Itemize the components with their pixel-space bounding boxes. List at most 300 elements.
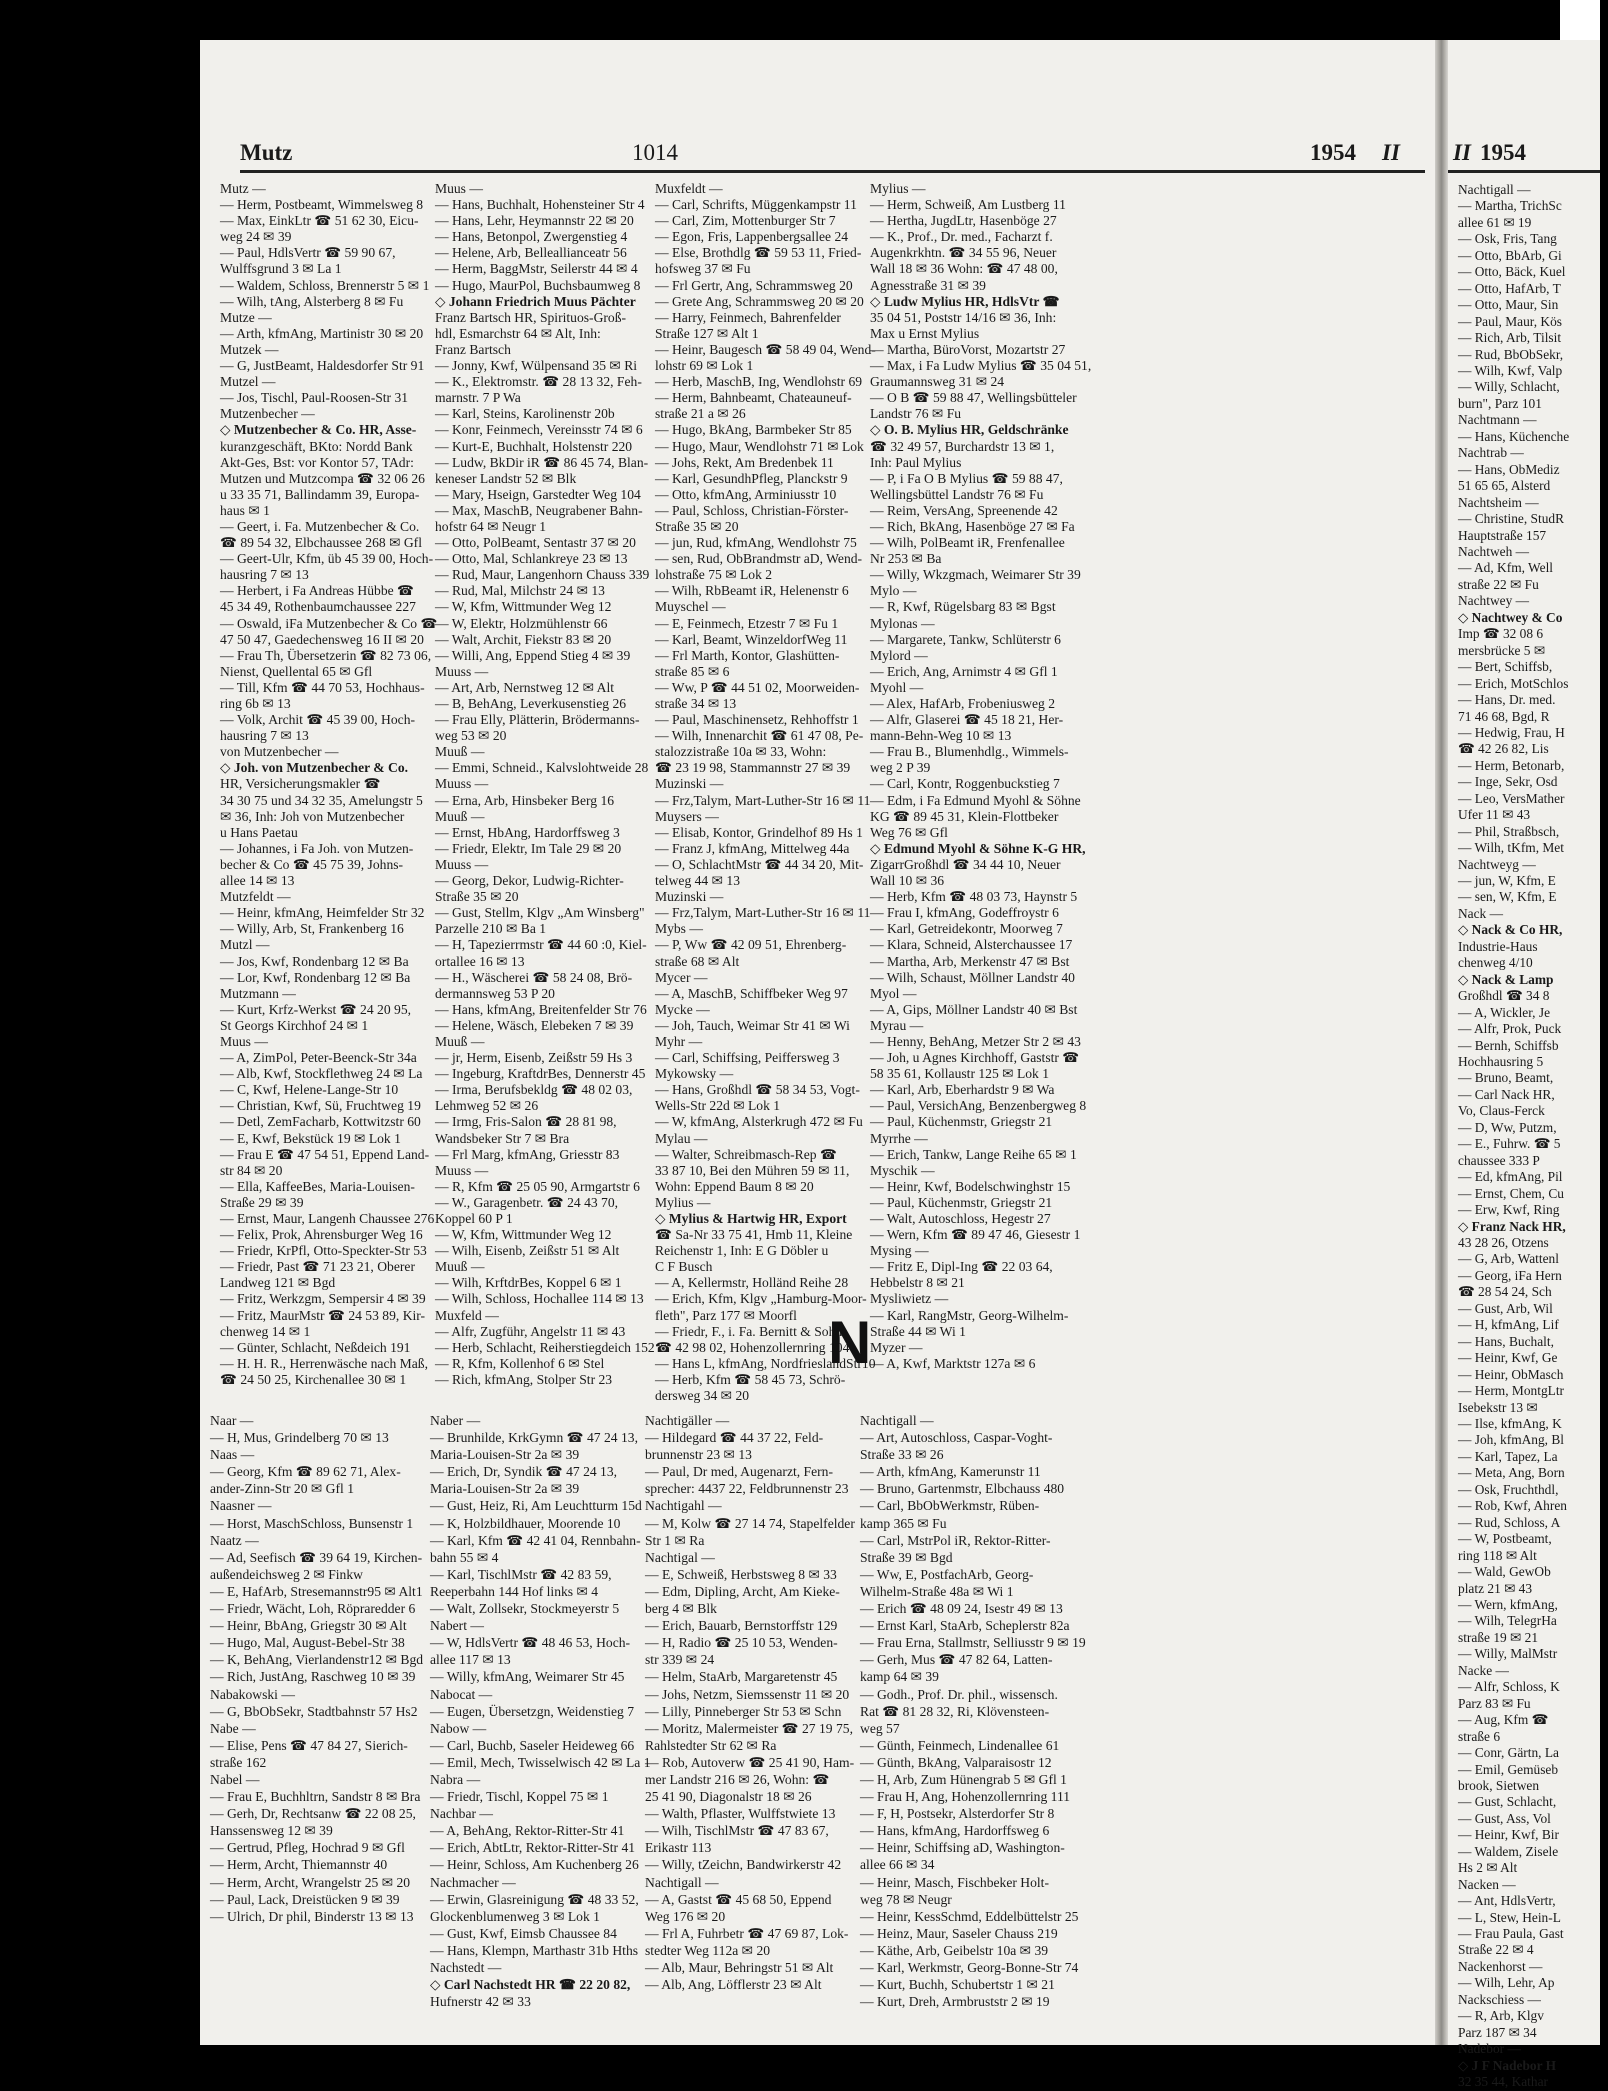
directory-entry-line: hofsweg 37 ✉ Fu (655, 261, 751, 277)
directory-entry-line: — Paul, Schloss, Christian-Förster- (655, 502, 849, 518)
directory-entry-line: — Martha, Arb, Merkenstr 47 ✉ Bst (870, 953, 1070, 969)
directory-entry-line: becher & Co ☎ 45 75 39, Johns- (220, 856, 404, 872)
directory-entry-line: — Rob, Kwf, Ahren (1458, 1498, 1567, 1514)
directory-entry-line: Mutz — (220, 181, 266, 196)
directory-entry-line: — Otto, PolBeamt, Sentastr 37 ✉ 20 (435, 535, 636, 551)
directory-entry-line: — Jonny, Kwf, Wülpensand 35 ✉ Ri (435, 358, 638, 374)
directory-entry-line: Nachtigahl — (645, 1498, 722, 1514)
directory-entry-line: — Christian, Kwf, Sü, Fruchtweg 19 (220, 1098, 421, 1114)
directory-entry-line: Mutzl — (220, 937, 270, 953)
directory-entry-line: — Hans, Großhdl ☎ 58 34 53, Vogt- (655, 1082, 860, 1098)
directory-entry-line: Nachtweyg — (1458, 856, 1536, 872)
directory-entry-line: Nr 253 ✉ Ba (870, 551, 942, 567)
directory-entry-line: — E, Feinmech, Etzestr 7 ✉ Fu 1 (655, 615, 839, 631)
directory-entry-line: Straße 33 ✉ 26 (860, 1447, 944, 1463)
directory-entry-line: — Rud, Mal, Milchstr 24 ✉ 13 (435, 583, 605, 599)
directory-entry-line: — Ad, Kfm, Well (1458, 560, 1554, 576)
directory-entry-line: — Irmg, Fris-Salon ☎ 28 81 98, (435, 1114, 617, 1130)
directory-entry-line: Nabe — (210, 1720, 256, 1736)
directory-entry-line: — Felix, Prok, Ahrensburger Weg 16 (220, 1227, 423, 1243)
directory-entry-line: — Friedr, Tischl, Koppel 75 ✉ 1 (430, 1789, 609, 1805)
directory-entry-line: — W, Kfm, Wittmunder Weg 12 (435, 599, 612, 615)
directory-entry-line: — Günth, BkAng, Valparaisostr 12 (860, 1754, 1052, 1770)
directory-entry-line: weg 78 ✉ Neugr (860, 1891, 952, 1907)
directory-entry-line: — Carl, Schrifts, Müggenkampstr 11 (655, 197, 857, 213)
directory-entry-line: straße 85 ✉ 6 (655, 663, 730, 679)
header-rule (240, 170, 1425, 173)
directory-entry-line: straße 162 (210, 1754, 267, 1770)
directory-entry-line: — Alb, Kwf, Stockflethweg 24 ✉ La (220, 1066, 423, 1082)
directory-entry-line: — Rich, Arb, Tilsit (1458, 330, 1562, 346)
directory-entry-line: — W, kfmAng, Alsterkrugh 472 ✉ Fu (655, 1114, 863, 1130)
directory-entry-line: — A, Kwf, Marktstr 127a ✉ 6 (870, 1355, 1036, 1371)
directory-entry-line: — Elisab, Kontor, Grindelhof 89 Hs 1 (655, 824, 863, 840)
directory-entry-line: Wall 10 ✉ 36 (870, 873, 945, 889)
directory-entry-line: Myol — (870, 985, 917, 1001)
directory-entry-line: haus ✉ 1 (220, 502, 270, 518)
directory-entry-line: — Rich, BkAng, Hasenböge 27 ✉ Fa (870, 518, 1075, 534)
directory-entry-line: — P, Ww ☎ 42 09 51, Ehrenberg- (655, 937, 847, 953)
directory-entry-line: — Otto, HafArb, T (1458, 280, 1561, 296)
directory-entry-line: — Rob, Autoverw ☎ 25 41 90, Ham- (645, 1754, 855, 1770)
directory-entry-line: — H, Arb, Zum Hünengrab 5 ✉ Gfl 1 (860, 1771, 1067, 1787)
directory-entry-line: — Karl, Steins, Karolinenstr 20b (435, 406, 615, 422)
directory-entry-line: C F Busch (655, 1259, 713, 1275)
directory-entry-line: sprecher: 4437 22, Feldbrunnenstr 23 (645, 1481, 849, 1497)
directory-entry-line: stalozzistraße 10a ✉ 33, Wohn: (655, 744, 827, 760)
directory-entry-line: Straße 35 ✉ 20 (435, 889, 519, 905)
directory-entry-line: — Heinr, Schiffsing aD, Washington- (860, 1840, 1065, 1856)
directory-entry-line: — Hans, Küchenche (1458, 428, 1570, 444)
directory-entry-line: — Margarete, Tankw, Schlüterstr 6 (870, 631, 1061, 647)
directory-entry-line: — W., Garagenbetr. ☎ 24 43 70, (435, 1194, 619, 1210)
directory-entry-line: ◇ J F Nadebor H (1458, 2057, 1557, 2073)
directory-entry-line: — Erna, Arb, Hinsbeker Berg 16 (435, 792, 615, 808)
directory-entry-line: — Paul, Lack, Dreistücken 9 ✉ 39 (210, 1891, 400, 1907)
directory-entry-line: u Hans Paetau (220, 824, 298, 840)
directory-entry-line: — Friedr, KrPfl, Otto-Speckter-Str 53 (220, 1243, 427, 1259)
directory-entry-line: — E, Schweiß, Herbstsweg 8 ✉ 33 (645, 1566, 837, 1582)
directory-entry-line: — R, Arb, Klgv (1458, 2008, 1544, 2024)
directory-entry-line: Nachtigal — (645, 1549, 715, 1565)
directory-entry-line: kuranzgeschäft, BKto: Nordd Bank (220, 438, 413, 454)
directory-entry-line: — Günth, Feinmech, Lindenallee 61 (860, 1737, 1060, 1753)
directory-entry-line: Nachtwey — (1458, 593, 1530, 609)
directory-entry-line: — W, Postbeamt, (1458, 1531, 1552, 1547)
directory-entry-line: — Helene, Wäsch, Elebeken 7 ✉ 39 (435, 1017, 634, 1033)
directory-entry-line: — G, JustBeamt, Haldesdorfer Str 91 (220, 358, 425, 374)
directory-entry-line: — W, HdlsVertr ☎ 48 46 53, Hoch- (430, 1635, 631, 1651)
directory-entry-line: — Aug, Kfm ☎ (1458, 1712, 1549, 1728)
directory-entry-line: Nachtmann — (1458, 412, 1537, 428)
directory-entry-line: — Gerh, Dr, Rechtsanw ☎ 22 08 25, (210, 1806, 416, 1822)
directory-entry-line: — Rich, JustAng, Raschweg 10 ✉ 39 (210, 1669, 416, 1685)
directory-entry-line: — sen, Rud, ObBrandmstr aD, Wend- (655, 551, 863, 567)
directory-entry-line: — Gust, Kwf, Eimsb Chaussee 84 (430, 1925, 617, 1941)
directory-entry-line: ◇ Nack & Lamp (1458, 971, 1554, 987)
directory-entry-line: — Gerh, Mus ☎ 47 82 64, Latten- (860, 1652, 1053, 1668)
directory-page (200, 40, 1435, 2045)
directory-entry-line: Straße 29 ✉ 39 (220, 1194, 304, 1210)
directory-entry-line: HR, Versicherungsmakler ☎ (220, 776, 381, 792)
directory-entry-line: — Waldem, Schloss, Brennerstr 5 ✉ 1 (220, 277, 430, 293)
directory-entry-line: — Paul, Maschinensetz, Rehhoffstr 1 (655, 712, 859, 728)
directory-entry-line: — Paul, HdlsVertr ☎ 59 90 67, (220, 245, 396, 261)
directory-entry-line: ☎ 24 50 25, Kirchenallee 30 ✉ 1 (220, 1371, 407, 1387)
directory-entry-line: Nienst, Quellental 65 ✉ Gfl (220, 663, 373, 679)
directory-entry-line: — K, Holzbildhauer, Moorende 10 (430, 1515, 621, 1531)
directory-entry-line: — Rud, BbObSekr, (1458, 346, 1564, 362)
directory-entry-line: Wilhelm-Straße 48a ✉ Wi 1 (860, 1583, 1014, 1599)
directory-entry-line: Franz Bartsch (435, 341, 511, 357)
directory-entry-line: Franz Bartsch HR, Spirituos-Groß- (435, 309, 627, 325)
directory-entry-line: Naas — (210, 1447, 255, 1463)
directory-entry-line: ring 118 ✉ Alt (1458, 1547, 1537, 1563)
directory-entry-line: — Frau B., Blumenhdlg., Wimmels- (870, 744, 1069, 760)
directory-entry-line: — Carl, BbObWerkmstr, Rüben- (860, 1498, 1040, 1514)
directory-entry-line: — Rud, Maur, Langenhorn Chauss 339 (435, 567, 650, 583)
directory-entry-line: — Herm, Archt, Wrangelstr 25 ✉ 20 (210, 1874, 411, 1890)
directory-entry-line: — O B ☎ 59 88 47, Wellingsbütteler (870, 390, 1077, 406)
directory-entry-line: ◇ Mylius & Hartwig HR, Export (655, 1211, 847, 1226)
directory-entry-line: — Ernst, HbAng, Hardorffsweg 3 (435, 824, 620, 840)
directory-entry-line: — Paul, Dr med, Augenarzt, Fern- (645, 1464, 834, 1480)
directory-entry-line: — Wilh, tKfm, Met (1458, 840, 1564, 856)
directory-entry-line: Naasner — (210, 1498, 272, 1514)
directory-entry-line: mersbrücke 5 ✉ (1458, 642, 1546, 658)
directory-entry-line: — Erwin, Glasreinigung ☎ 48 33 52, (430, 1891, 639, 1907)
directory-entry-line: — Kurt-E, Buchhalt, Holstenstr 220 (435, 438, 633, 454)
directory-entry-line: 33 87 10, Bei den Mühren 59 ✉ 11, (655, 1162, 850, 1178)
directory-entry-line: — Irma, Berufsbekldg ☎ 48 02 03, (435, 1082, 633, 1098)
directory-entry-line: — Carl, Zim, Mottenburger Str 7 (655, 213, 836, 229)
directory-entry-line: lohstraße 75 ✉ Lok 2 (655, 567, 773, 583)
directory-entry-line: — Hans, kfmAng, Breitenfelder Str 76 (435, 1001, 647, 1017)
directory-entry-line: — Ilse, kfmAng, K (1458, 1415, 1562, 1431)
directory-entry-line: — P, i Fa O B Mylius ☎ 59 88 47, (870, 470, 1063, 486)
directory-entry-line: Reichenstr 1, Inh: E G Döbler u (655, 1243, 829, 1259)
directory-entry-line: Muuss — (435, 663, 489, 679)
directory-entry-line: — K., Elektromstr. ☎ 28 13 32, Feh- (435, 374, 642, 390)
directory-entry-line: — Emmi, Schneid., Kalvslohtweide 28 (435, 760, 649, 776)
directory-entry-line: Naatz — (210, 1532, 259, 1548)
directory-entry-line: — Herb, MaschB, Ing, Wendlohstr 69 (655, 374, 863, 390)
directory-entry-line: — Willy, Arb, St, Frankenberg 16 (220, 921, 404, 937)
directory-entry-line: — Ludw, BkDir iR ☎ 86 45 74, Blan- (435, 454, 649, 470)
directory-entry-line: — Karl, RangMstr, Georg-Wilhelm- (870, 1307, 1069, 1323)
directory-entry-line: Nachtigall — (860, 1413, 934, 1428)
directory-entry-line: Myohl — (870, 679, 924, 695)
directory-entry-line: — Alfr, Schloss, K (1458, 1679, 1560, 1695)
directory-entry-line: ◇ Edmund Myohl & Söhne K-G HR, (870, 840, 1086, 856)
lower-column-2 (430, 1412, 651, 2010)
directory-entry-line: 71 46 68, Bgd, R (1458, 708, 1550, 724)
directory-entry-line: — G, BbObSekr, Stadtbahnstr 57 Hs2 (210, 1703, 418, 1719)
directory-entry-line: — Willy, MalMstr (1458, 1646, 1558, 1662)
directory-entry-line: Mycer — (655, 969, 708, 985)
year: 1954 (1310, 140, 1356, 165)
directory-entry-line: — W, Kfm, Wittmunder Weg 12 (435, 1227, 612, 1243)
directory-entry-line: Rat ☎ 81 28 32, Ri, Klövensteen- (860, 1703, 1050, 1719)
directory-entry-line: — Otto, Mal, Schlankreye 23 ✉ 13 (435, 551, 628, 567)
directory-entry-line: — A, MaschB, Schiffbeker Weg 97 (655, 985, 848, 1001)
directory-entry-line: chaussee 333 P (1458, 1152, 1540, 1168)
directory-entry-line: ☎ 28 54 24, Sch (1458, 1284, 1552, 1300)
upper-column-4 (870, 181, 1092, 1372)
directory-entry-line: — Else, Brothdlg ☎ 59 53 11, Fried- (655, 245, 862, 261)
directory-entry-line: — Karl, Kfm ☎ 42 41 04, Rennbahn- (430, 1532, 641, 1548)
directory-entry-line: — Erich, Dr, Syndik ☎ 47 24 13, (430, 1464, 618, 1480)
directory-entry-line: — M, Kolw ☎ 27 14 74, Stapelfelder (645, 1515, 855, 1531)
directory-entry-line: Maria-Louisen-Str 2a ✉ 39 (430, 1481, 580, 1497)
directory-entry-line: Nabert — (430, 1618, 484, 1634)
directory-entry-line: — Herm, Postbeamt, Wimmelsweg 8 (220, 197, 424, 213)
directory-entry-line: Myhr — (655, 1033, 703, 1049)
directory-entry-line: — Gertrud, Pfleg, Hochrad 9 ✉ Gfl (210, 1840, 405, 1856)
directory-entry-line: — Ella, KaffeeBes, Maria-Louisen- (220, 1178, 415, 1194)
directory-entry-line: — Kurt, Dreh, Armbruststr 2 ✉ 19 (860, 1994, 1050, 2010)
directory-entry-line: straße 6 (1458, 1728, 1501, 1744)
directory-entry-line: — K, BehAng, Vierlandenstr12 ✉ Bgd (210, 1652, 424, 1668)
directory-entry-line: — Volk, Archit ☎ 45 39 00, Hoch- (220, 712, 416, 728)
directory-entry-line: — Karl, Tapez, La (1458, 1448, 1558, 1464)
directory-entry-line: — Osk, Fruchthdl, (1458, 1481, 1559, 1497)
directory-entry-line: Mylord — (870, 647, 928, 663)
directory-entry-line: — Kurt, Buchh, Schubertstr 1 ✉ 21 (860, 1977, 1055, 1993)
directory-entry-line: — Frz,Talym, Mart-Luther-Str 16 ✉ 11 (655, 792, 871, 808)
directory-entry-line: brook, Sietwen (1458, 1777, 1540, 1793)
directory-entry-line: — Wilh, Schaust, Möllner Landstr 40 (870, 969, 1075, 985)
directory-entry-line: — Alfr, Zugführ, Angelstr 11 ✉ 43 (435, 1323, 626, 1339)
directory-entry-line: — Frau E ☎ 47 54 51, Eppend Land- (220, 1146, 430, 1162)
directory-entry-line: — H, kfmAng, Lif (1458, 1317, 1559, 1333)
directory-entry-line: — Bernh, Schiffsb (1458, 1037, 1559, 1053)
directory-entry-line: Mutzfeldt — (220, 889, 291, 905)
directory-entry-line: Isebekstr 13 ✉ (1458, 1399, 1538, 1415)
directory-entry-line: — Johs, Rekt, Am Bredenbek 11 (655, 454, 834, 470)
directory-entry-line: 25 41 90, Diagonalstr 18 ✉ 26 (645, 1789, 812, 1805)
directory-entry-line: — Walter, Schreibmasch-Rep ☎ (655, 1146, 837, 1162)
directory-entry-line: Mutzel — (220, 374, 276, 390)
directory-entry-line: — Gust, Schlacht, (1458, 1794, 1557, 1810)
directory-entry-line: — W, Elektr, Holzmühlenstr 66 (435, 615, 608, 631)
directory-entry-line: Wulffsgrund 3 ✉ La 1 (220, 261, 342, 277)
directory-entry-line: — Fritz, MaurMstr ☎ 24 53 89, Kir- (220, 1307, 426, 1323)
directory-entry-line: — Frau E, Buchhltrn, Sandstr 8 ✉ Bra (210, 1789, 421, 1805)
directory-entry-line: — O, SchlachtMstr ☎ 44 34 20, Mit- (655, 856, 864, 872)
directory-entry-line: Mylau — (655, 1130, 708, 1146)
directory-entry-line: — Oswald, iFa Mutzenbecher & Co ☎ (220, 615, 438, 631)
directory-entry-line: mann-Behn-Weg 10 ✉ 13 (870, 728, 1012, 744)
directory-entry-line: hdl, Esmarchstr 64 ✉ Alt, Inh: (435, 325, 601, 341)
directory-entry-line: — Rud, Schloss, A (1458, 1514, 1561, 1530)
directory-entry-line: Nabow — (430, 1720, 487, 1736)
running-head-keyword: Mutz (240, 140, 293, 165)
directory-entry-line: Graumannsweg 31 ✉ 24 (870, 374, 1005, 390)
directory-entry-line: — A, ZimPol, Peter-Beenck-Str 34a (220, 1050, 417, 1066)
directory-entry-line: Muuß — (435, 744, 485, 760)
directory-entry-line: — Friedr, Past ☎ 71 23 21, Oberer (220, 1259, 415, 1275)
directory-entry-line: Mybs — (655, 921, 703, 937)
directory-entry-line: Muuß — (435, 1259, 485, 1275)
directory-entry-line: — Otto, Bäck, Kuel (1458, 264, 1566, 280)
directory-entry-line: Maria-Louisen-Str 2a ✉ 39 (430, 1447, 580, 1463)
book-spine (1435, 40, 1448, 2045)
directory-entry-line: — Alex, HafArb, Frobeniusweg 2 (870, 696, 1055, 711)
directory-entry-line: ortallee 16 ✉ 13 (435, 953, 525, 969)
directory-entry-line: — Waldem, Zisele (1458, 1843, 1559, 1859)
directory-entry-line: Straße 44 ✉ Wi 1 (870, 1323, 966, 1339)
directory-entry-line: — Martha, TrichSc (1458, 198, 1562, 214)
directory-entry-line: — Ww, P ☎ 44 51 02, Moorweiden- (655, 679, 860, 695)
directory-entry-line: — Wilh, Eisenb, Zeißstr 51 ✉ Alt (435, 1243, 620, 1259)
directory-entry-line: Hs 2 ✉ Alt (1458, 1860, 1518, 1876)
directory-entry-line: — Wilh, Schloss, Hochallee 114 ✉ 13 (435, 1291, 644, 1307)
directory-entry-line: KG ☎ 89 45 31, Klein-Flottbeker (870, 808, 1059, 824)
directory-entry-line: — Paul, Küchenmstr, Griegstr 21 (870, 1194, 1053, 1210)
directory-entry-line: — Brunhilde, KrkGymn ☎ 47 24 13, (430, 1430, 638, 1446)
directory-entry-line: — L, Stew, Hein-L (1458, 1909, 1561, 1925)
directory-entry-line: — Arth, kfmAng, Martinistr 30 ✉ 20 (220, 325, 424, 341)
directory-entry-line: — Eugen, Übersetzgn, Weidenstieg 7 (430, 1703, 635, 1719)
directory-entry-line: — Johs, Netzm, Siemssenstr 11 ✉ 20 (645, 1686, 850, 1702)
volume: II (1382, 140, 1400, 165)
directory-entry-line: — Frau I, kfmAng, Godeffroystr 6 (870, 905, 1059, 921)
directory-entry-line: Nachtweh — (1458, 543, 1530, 559)
directory-entry-line: — Ingeburg, KraftdrBes, Dennerstr 45 (435, 1066, 646, 1082)
directory-entry-line: — Erich, MotSchlos (1458, 675, 1569, 691)
directory-entry-line: Augenkrkhtn. ☎ 34 55 96, Neuer (870, 245, 1057, 261)
directory-entry-line: — Hertha, JugdLtr, Hasenböge 27 (870, 213, 1057, 229)
directory-entry-line: Mutzek — (220, 341, 279, 357)
directory-entry-line: — A, Gips, Möllner Landstr 40 ✉ Bst (870, 1001, 1078, 1017)
directory-entry-line: — Joh, kfmAng, Bl (1458, 1432, 1565, 1448)
directory-entry-line: kamp 365 ✉ Fu (860, 1515, 947, 1531)
directory-entry-line: Nabakowski — (210, 1686, 295, 1702)
directory-entry-line: Lehmweg 52 ✉ 26 (435, 1098, 539, 1114)
directory-entry-line: Mylonas — (870, 615, 935, 631)
directory-entry-line: Wall 18 ✉ 36 Wohn: ☎ 47 48 00, (870, 261, 1058, 277)
directory-entry-line: — Gust, Arb, Wil (1458, 1300, 1553, 1316)
directory-entry-line: — Karl, Werkmstr, Georg-Bonne-Str 74 (860, 1960, 1079, 1975)
directory-entry-line: Myrrhe — (870, 1130, 928, 1146)
directory-entry-line: — Jos, Tischl, Paul-Roosen-Str 31 (220, 390, 409, 406)
directory-entry-line: Mutze — (220, 309, 272, 325)
directory-entry-line: — Gust, Stellm, Klgv „Am Winsberg" (435, 905, 645, 921)
directory-entry-line: ◇ O. B. Mylius HR, Geldschränke (870, 422, 1069, 438)
directory-entry-line: Weg 176 ✉ 20 (645, 1908, 726, 1924)
directory-entry-line: — Karl, TischlMstr ☎ 42 83 59, (430, 1566, 612, 1582)
directory-entry-line: — G, Arb, Wattenl (1458, 1251, 1559, 1267)
directory-entry-line: Nackschiess — (1458, 1991, 1541, 2007)
directory-entry-line: Myrau — (870, 1017, 924, 1033)
directory-entry-line: — Frl Gertr, Ang, Schrammsweg 20 (655, 277, 853, 293)
directory-entry-line: — A, Gastst ☎ 45 68 50, Eppend (645, 1891, 832, 1907)
directory-entry-line: 43 28 26, Otzens (1458, 1235, 1549, 1250)
directory-entry-line: — Karl, GesundhPfleg, Planckstr 9 (655, 470, 848, 486)
section-letter: N (828, 1309, 872, 1376)
directory-entry-line: ◇ Johann Friedrich Muus Pächter (435, 293, 636, 309)
directory-entry-line: — Walth, Pflaster, Wulffstwiete 13 (645, 1806, 836, 1822)
directory-entry-line: — Karl, Beamt, WinzeldorfWeg 11 (655, 631, 848, 647)
directory-entry-line: — Heinr, Kwf, Ge (1458, 1350, 1558, 1366)
directory-entry-line: — Bert, Schiffsb, (1458, 659, 1553, 675)
directory-entry-line: — Gust, Heiz, Ri, Am Leuchtturm 15d (430, 1498, 642, 1514)
directory-entry-line: — Henny, BehAng, Metzer Str 2 ✉ 43 (870, 1033, 1081, 1049)
directory-entry-line: — Arth, kfmAng, Kamerunstr 11 (860, 1464, 1041, 1480)
directory-entry-line: hofstr 64 ✉ Neugr 1 (435, 518, 547, 534)
directory-entry-line: Hanssensweg 12 ✉ 39 (210, 1823, 333, 1839)
directory-entry-line: — Wald, GewOb (1458, 1564, 1551, 1580)
directory-entry-line: Nachtigall — (645, 1874, 719, 1890)
directory-entry-line: chenweg 4/10 (1458, 955, 1533, 971)
directory-entry-line: — Erich, Ang, Arnimstr 4 ✉ Gfl 1 (870, 663, 1058, 679)
directory-entry-line: Landstr 76 ✉ Fu (870, 406, 962, 422)
directory-entry-line: — A, Wickler, Je (1458, 1004, 1551, 1020)
directory-entry-line: — Wilh, PolBeamt iR, Frenfenallee (870, 535, 1065, 551)
directory-entry-line: — Walt, Archit, Fiekstr 83 ✉ 20 (435, 631, 612, 647)
directory-entry-line: — Herm, MontgLtr (1458, 1383, 1564, 1399)
directory-entry-line: bahn 55 ✉ 4 (430, 1549, 499, 1565)
directory-entry-line: Straße 35 ✉ 20 (655, 518, 739, 534)
right-header-rule (1448, 170, 1600, 173)
directory-entry-line: Muus — (220, 1033, 268, 1049)
directory-entry-line: Nachstedt — (430, 1960, 502, 1975)
directory-entry-line: weg 2 P 39 (870, 760, 931, 776)
directory-entry-line: — Jos, Kwf, Rondenbarg 12 ✉ Ba (220, 953, 409, 969)
directory-entry-line: — Hugo, BkAng, Barmbeker Str 85 (655, 422, 852, 438)
directory-entry-line: Mutzen und Mutzcompa ☎ 32 06 26 (220, 470, 425, 486)
directory-entry-line: — Wilh, TelegrHa (1458, 1613, 1557, 1629)
directory-entry-line: — C, Kwf, Helene-Lange-Str 10 (220, 1082, 399, 1098)
directory-entry-line: — Wilh, KrftdrBes, Koppel 6 ✉ 1 (435, 1275, 622, 1291)
directory-entry-line: — Ernst, Chem, Cu (1458, 1185, 1565, 1201)
directory-entry-line: ◇ Carl Nachstedt HR ☎ 22 20 82, (430, 1977, 631, 1993)
directory-entry-line: — Friedr, Wächt, Loh, Röpraredder 6 (210, 1601, 416, 1617)
directory-entry-line: Nacken — (1458, 1876, 1516, 1892)
directory-entry-line: — Carl, MstrPol iR, Rektor-Ritter- (860, 1532, 1051, 1548)
directory-entry-line: Straße 39 ✉ Bgd (860, 1549, 953, 1565)
directory-entry-line: chenweg 14 ✉ 1 (220, 1323, 311, 1339)
directory-entry-line: — Herm, Schweiß, Am Lustberg 11 (870, 197, 1066, 213)
directory-entry-line: — sen, W, Kfm, E (1458, 889, 1557, 905)
directory-entry-line: dermannsweg 53 P 20 (435, 985, 555, 1001)
directory-entry-line: — Wilh, Lehr, Ap (1458, 1975, 1555, 1991)
directory-entry-line: — Georg, iFa Hern (1458, 1267, 1562, 1283)
directory-entry-line: Mylius — (870, 181, 926, 196)
directory-entry-line: ◇ Franz Nack HR, (1458, 1218, 1566, 1234)
directory-entry-line: ring 6b ✉ 13 (220, 696, 291, 711)
directory-entry-line: — Mary, Hseign, Garstedter Weg 104 (435, 486, 641, 502)
directory-entry-line: — Rich, kfmAng, Stolper Str 23 (435, 1371, 613, 1387)
directory-entry-line: — Phil, Straßbsch, (1458, 823, 1560, 839)
directory-entry-line: straße 21 a ✉ 26 (655, 406, 746, 422)
directory-entry-line: — H, Mus, Grindelberg 70 ✉ 13 (210, 1430, 389, 1446)
directory-entry-line: — Lor, Kwf, Rondenbarg 12 ✉ Ba (220, 969, 411, 985)
directory-entry-line: Nabocat — (430, 1686, 493, 1702)
directory-entry-line: — Godh., Prof. Dr. phil., wissensch. (860, 1686, 1058, 1702)
directory-entry-line: Industrie-Haus (1458, 938, 1538, 954)
directory-entry-line: ander-Zinn-Str 20 ✉ Gfl 1 (210, 1481, 355, 1497)
directory-entry-line: — Alfr, Prok, Puck (1458, 1021, 1562, 1037)
lower-column-1 (210, 1412, 424, 1925)
directory-entry-line: — Heinr, Kwf, Bodelschwinghstr 15 (870, 1178, 1071, 1194)
directory-entry-line: Muus — (435, 181, 483, 196)
directory-entry-line: Straße 127 ✉ Alt 1 (655, 325, 759, 341)
directory-entry-line: — Egon, Fris, Lappenbergsallee 24 (655, 229, 849, 245)
directory-entry-line: — A, BehAng, Rektor-Ritter-Str 41 (430, 1823, 625, 1839)
directory-entry-line: — jr, Herm, Eisenb, Zeißstr 59 Hs 3 (435, 1050, 633, 1066)
